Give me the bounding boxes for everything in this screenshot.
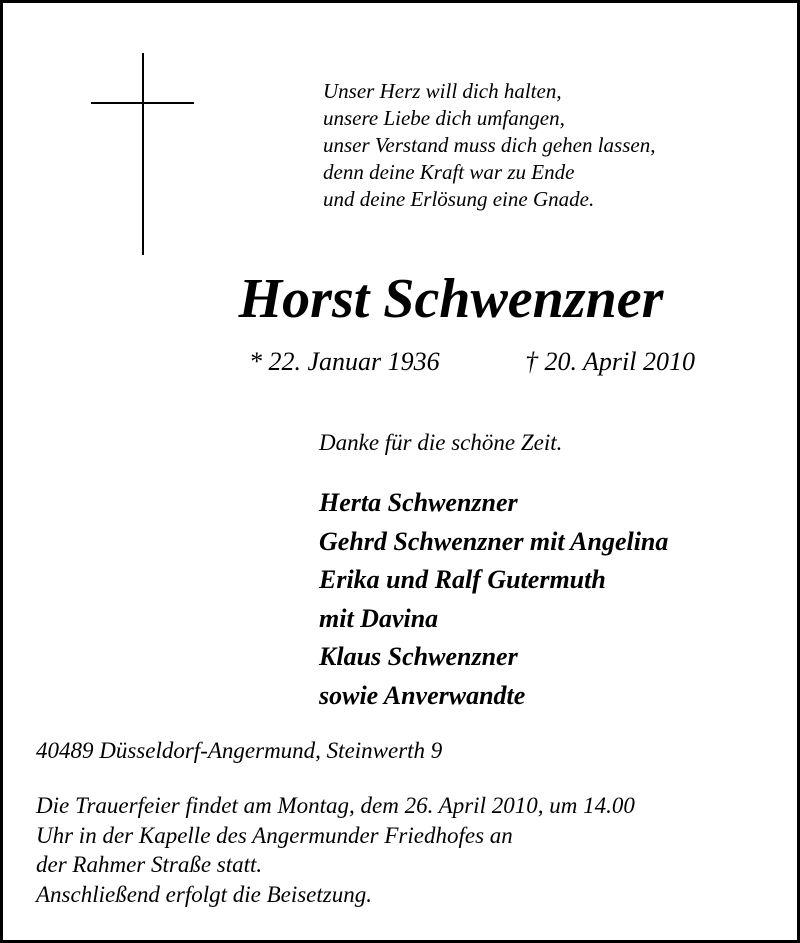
funeral-info-line: Uhr in der Kapelle des Angermunder Friedhofes an <box>36 822 513 848</box>
funeral-info <box>36 791 635 909</box>
mourner-line: mit Davina <box>319 603 439 633</box>
mourner-line: sowie Anverwandte <box>319 680 526 710</box>
cross-icon-bar <box>91 102 194 104</box>
mourner-line: Herta Schwenzner <box>319 488 518 517</box>
poem-line: denn deine Kraft war zu Ende <box>323 160 575 184</box>
deceased-name: Horst Schwenzner <box>238 268 664 330</box>
funeral-info-line: Anschließend erfolgt die Beisetzung. <box>36 881 372 907</box>
poem <box>323 78 655 213</box>
poem-line: unser Verstand muss dich gehen lassen, <box>323 133 656 157</box>
deceased-name-row <box>3 267 800 331</box>
thanks-line: Danke für die schöne Zeit. <box>319 430 563 455</box>
funeral-info-line: Die Trauerfeier findet am Montag, dem 26. April 2010, um 14.00 <box>36 793 635 818</box>
mourner-line: Erika und Ralf Gutermuth <box>319 565 606 594</box>
mourner-line: Klaus Schwenzner <box>319 642 518 671</box>
cross-icon <box>142 53 144 255</box>
poem-line: unsere Liebe dich umfangen, <box>323 106 565 130</box>
mourner-line: Gehrd Schwenzner mit Angelina <box>319 526 669 556</box>
poem-line: Unser Herz will dich halten, <box>323 79 562 103</box>
mourners-list <box>319 484 668 715</box>
birth-date: * 22. Januar 1936 <box>249 347 440 376</box>
funeral-info-line: der Rahmer Straße statt. <box>36 852 263 877</box>
poem-line: und deine Erlösung eine Gnade. <box>323 187 595 211</box>
address: 40489 Düsseldorf-Angermund, Steinwerth 9 <box>36 738 443 763</box>
death-date: † 20. April 2010 <box>525 347 695 376</box>
